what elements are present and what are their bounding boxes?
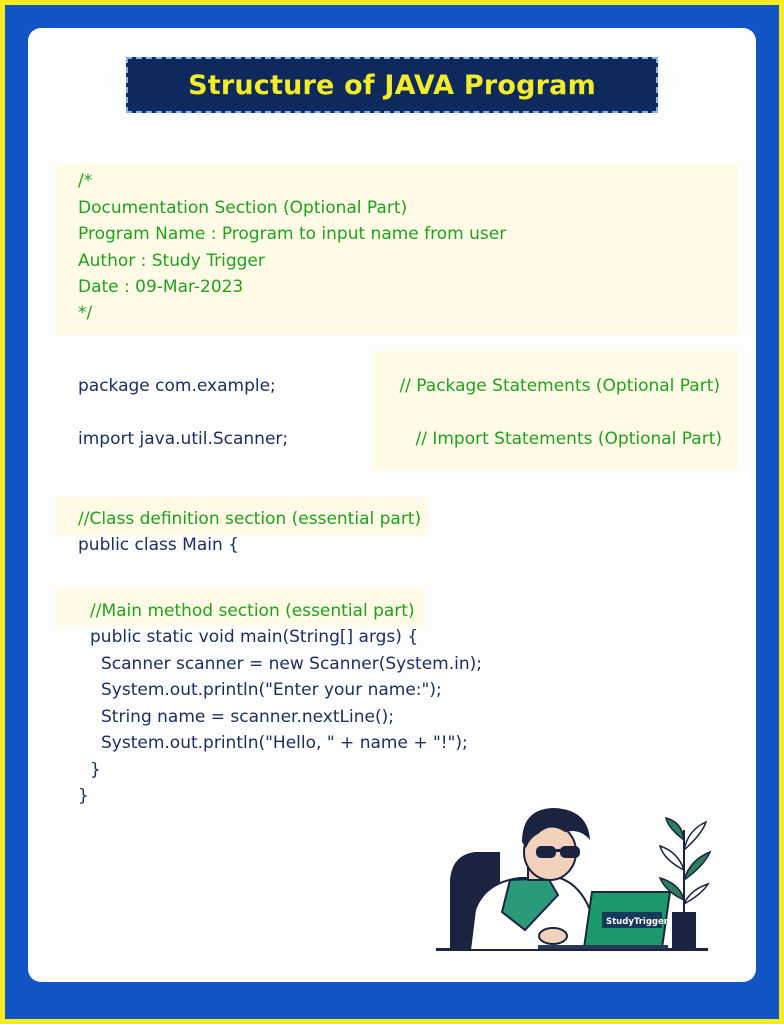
doc-line: Author : Study Trigger bbox=[78, 251, 265, 271]
code-line: System.out.println("Hello, " + name + "!"); bbox=[101, 733, 468, 753]
class-declaration: public class Main { bbox=[78, 535, 239, 555]
statements-comment-highlight bbox=[372, 351, 738, 470]
code-line: public static void main(String[] args) { bbox=[90, 627, 419, 647]
code-line: Scanner scanner = new Scanner(System.in); bbox=[101, 654, 483, 674]
doc-line: /* bbox=[78, 171, 93, 191]
laptop-logo: StudyTrigger bbox=[606, 917, 668, 927]
main-comment: //Main method section (essential part) bbox=[90, 601, 415, 621]
documentation-highlight bbox=[55, 163, 738, 335]
class-comment: //Class definition section (essential part) bbox=[78, 509, 422, 529]
doc-line: Date : 09-Mar-2023 bbox=[78, 277, 244, 297]
programmer-illustration-icon bbox=[430, 800, 720, 962]
doc-line: Program Name : Program to input name from user bbox=[78, 224, 507, 244]
doc-line: */ bbox=[78, 303, 93, 323]
code-line: String name = scanner.nextLine(); bbox=[101, 707, 394, 727]
doc-line: Documentation Section (Optional Part) bbox=[78, 198, 408, 218]
code-line: } bbox=[78, 786, 89, 806]
package-statement: package com.example; bbox=[78, 376, 276, 396]
import-comment: // Import Statements (Optional Part) bbox=[415, 429, 722, 449]
page-title: Structure of JAVA Program bbox=[188, 69, 596, 101]
code-line: System.out.println("Enter your name:"); bbox=[101, 680, 442, 700]
import-statement: import java.util.Scanner; bbox=[78, 429, 289, 449]
package-comment: // Package Statements (Optional Part) bbox=[399, 376, 720, 396]
code-line: } bbox=[90, 760, 101, 780]
title-banner bbox=[126, 57, 658, 113]
